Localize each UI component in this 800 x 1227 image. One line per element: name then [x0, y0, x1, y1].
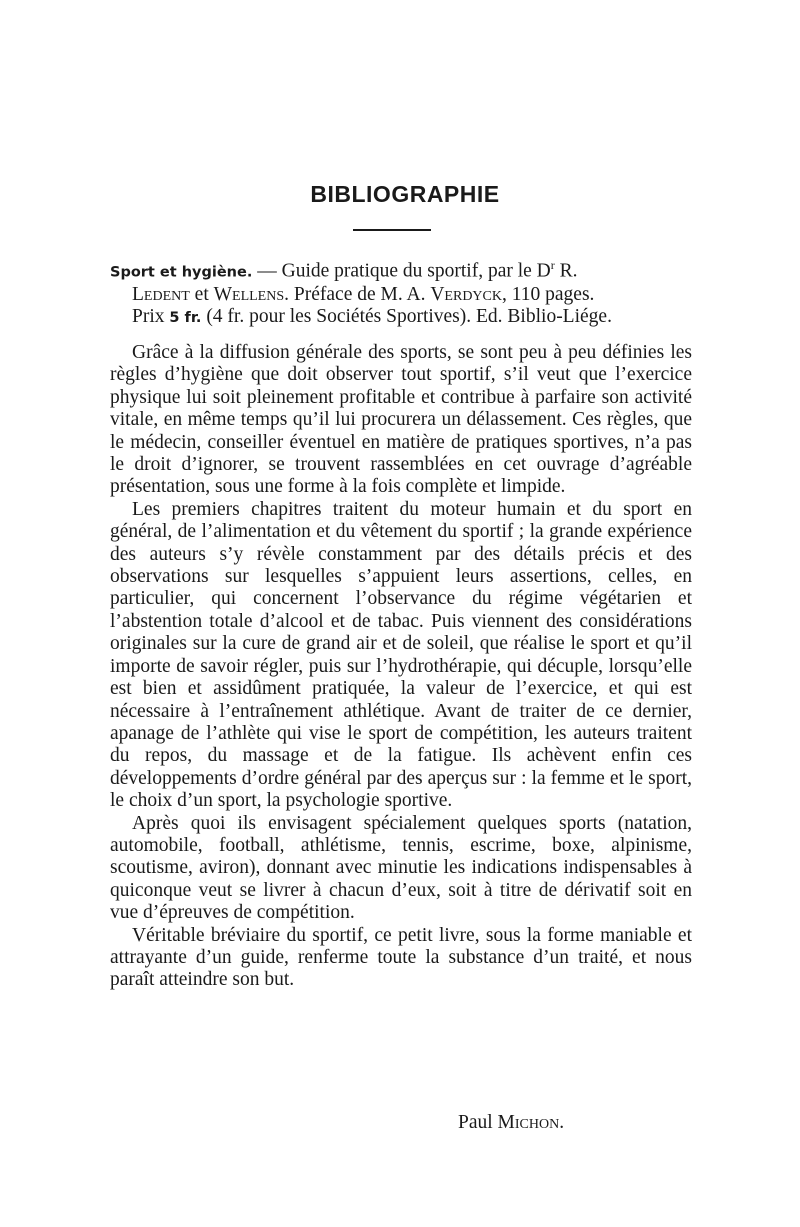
reference-initial: R.	[554, 260, 578, 282]
reference-description: Guide pratique du sportif, par le D	[281, 260, 551, 282]
review-paragraph: Les premiers chapitres traitent du moteur humain et du sport en général, de l’alimentation et du vêtement du sportif ; la grande expérience des auteurs s’y révèle constamment par des détails précis et des observations sur lesquelles s’appuient leurs assertions, celles, en particulier, qui concernent l’observance du régime végétarien et l’abstention totale d’alcool et de tabac. Puis viennent des considérations originales sur la cure de grand air et de soleil, que réalise le sport et qu’il importe de savoir régler, puis sur l’hydrothérapie, qui décuple, lorsqu’elle est bien et assidûment pratiquée, la valeur de l’exercice, et qui est nécessaire à l’entraînement athlétique. Avant de traiter de ce dernier, apanage de l’athlète qui vise le sport de compétition, les auteurs traitent du repos, du massage et de la fatigue. Ils achèvent enfin ces développements d’ordre général par des aperçus sur : la femme et le sport, le choix d’un sport, la psychologie sportive.	[110, 498, 692, 812]
title-divider	[353, 229, 431, 231]
doctor-superscript: r	[550, 258, 555, 272]
bibliographic-reference	[110, 254, 692, 329]
preface-text: . Préface de M. A.	[284, 283, 431, 305]
page-title: BIBLIOGRAPHIE	[310, 181, 500, 207]
author-wellens: Wellens	[213, 283, 285, 305]
reference-dash: —	[252, 260, 282, 282]
price-label: Prix	[132, 305, 170, 327]
preface-author: Verdyck	[430, 283, 502, 305]
author-ledent: Ledent	[132, 283, 190, 305]
author-conjunction: et	[189, 283, 214, 305]
page-count: , 110 pages.	[502, 283, 595, 305]
review-paragraph: Après quoi ils envisagent spécialement quelques sports (natation, automobile, football, athlétisme, tennis, escrime, boxe, alpinisme, scoutisme, aviron), donnant avec minutie les indications indispensables à quiconque veut se livrer à chacun d’eux, soit à titre de dérivatif soit en vue d’épreuves de compétition.	[110, 812, 692, 924]
price-details: (4 fr. pour les Sociétés Sportives). Ed. Biblio-Liége.	[201, 305, 612, 327]
review-paragraph: Véritable bréviaire du sportif, ce petit livre, sous la forme maniable et attrayante d’un guide, renferme toute la substance d’un traité, et nous paraît atteindre son but.	[110, 924, 692, 991]
review-paragraph: Grâce à la diffusion générale des sports, se sont peu à peu définies les règles d’hygiène que doit observer tout sportif, s’il veut que l’exercice physique lui soit pleinement profitable et contribue à parfaire son activité vitale, en même temps qu’il lui procurera un délassement. Ces règles, que le médecin, conseiller éventuel en matière de pratiques sportives, n’a pas le droit d’ignorer, se trouvent rassemblées en cet ouvrage d’agréable présentation, sous une forme à la fois complète et limpide.	[110, 342, 692, 498]
reviewer-last-name: Michon	[497, 1112, 560, 1133]
book-title: Sport et hygiène.	[110, 264, 253, 281]
price-value: 5 fr.	[169, 309, 202, 326]
reviewer-signature	[458, 1112, 564, 1134]
reviewer-first-name: Paul	[458, 1112, 498, 1133]
reference-line-3	[110, 306, 692, 329]
reference-line-2	[110, 284, 692, 306]
review-body	[110, 342, 692, 992]
signature-period: .	[559, 1112, 565, 1133]
